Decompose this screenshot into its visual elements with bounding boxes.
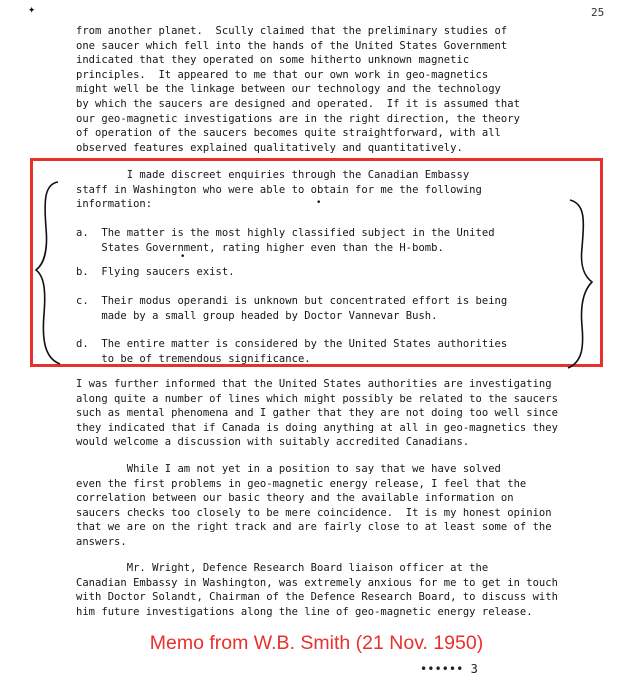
ink-speck: •: [180, 252, 186, 262]
list-item-d: d. The entire matter is considered by the United States authorities to be of tremendous significance.: [76, 338, 508, 365]
caption: Memo from W.B. Smith (21 Nov. 1950): [149, 632, 484, 654]
right-brace-annotation: [566, 196, 596, 372]
ink-speck: •: [316, 198, 322, 208]
paragraph-not-yet-solved: While I am not yet in a position to say that we have solved even the first problems in geo-magnetic energy release, I feel that the correlation between our basic theory and the available information on saucers checks too closely to be mere coincidence. It is my honest opinion that we are on the right track and are fairly close to at least some of the answers.: [76, 463, 552, 548]
page-number: 25: [591, 6, 605, 19]
paragraph-mr-wright: Mr. Wright, Defence Research Board liaison officer at the Canadian Embassy in Washington, was extremely anxious for me to get in touch with Doctor Solandt, Chairman of the Defence Research Board, to discuss with him future investigations along the line of geo-magnetic energy release.: [76, 562, 558, 618]
list-item-a: a. The matter is the most highly classified subject in the United States Government, rating higher even than the H-bomb.: [76, 227, 495, 254]
paragraph-saucer-principles: from another planet. Scully claimed that the preliminary studies of one saucer which fell into the hands of the United States Government indicated that they operated on some hitherto unknown magnetic principles. It appeared to me that our own work in geo-magnetics might well be the linkage between our technology and the technology by which the saucers are designed and operated. If it is assumed that our geo-magnetic investigations are in the right direction, the theory of operation of the saucers becomes quite straightforward, with all observed features explained qualitatively and quantitatively.: [76, 25, 520, 154]
list-item-c: c. Their modus operandi is unknown but concentrated effort is being made by a small group headed by Doctor Vannevar Bush.: [76, 295, 508, 322]
footer-mark: •••••• 3: [420, 662, 478, 676]
left-brace-annotation: [34, 178, 64, 368]
paragraph-embassy-enquiries: I made discreet enquiries through the Canadian Embassy staff in Washington who were able to obtain for me the following information:: [76, 169, 482, 211]
ink-speck: ✦: [28, 2, 36, 16]
paragraph-further-informed: I was further informed that the United States authorities are investigating along quite a number of lines which might possibly be related to the saucers such as mental phenomena and I gather that they are not doing too well since they indicated that if Canada is doing anything at all in geo-magnetics they would welcome a discussion with suitably accredited Canadians.: [76, 378, 558, 449]
list-item-b: b. Flying saucers exist.: [76, 266, 235, 278]
